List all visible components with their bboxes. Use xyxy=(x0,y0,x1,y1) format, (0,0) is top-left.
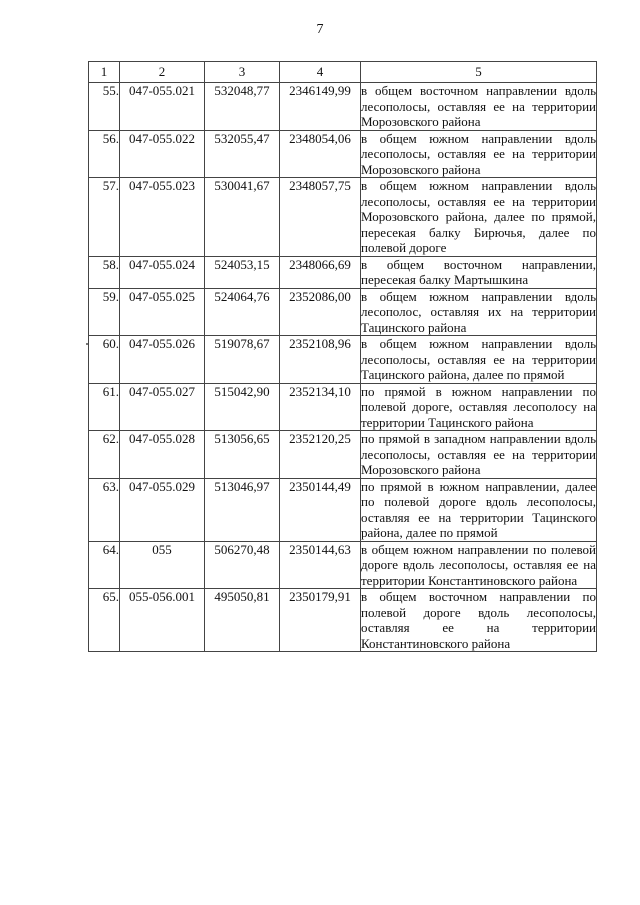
coordinate-x: 524064,76 xyxy=(205,288,280,336)
coordinate-y: 2352134,10 xyxy=(280,383,361,431)
point-code: 047-055.025 xyxy=(120,288,205,336)
boundary-description: в общем восточном направлении по полевой дороге вдоль лесополосы, оставляя ее на территории Константиновского района xyxy=(361,589,596,651)
coordinate-y: 2348057,75 xyxy=(280,178,361,257)
row-number: 61. xyxy=(89,383,120,431)
column-header: 2 xyxy=(120,62,205,83)
coordinate-x: 513046,97 xyxy=(205,478,280,541)
column-header: 1 xyxy=(89,62,120,83)
point-code: 047-055.029 xyxy=(120,478,205,541)
coordinate-y: 2348066,69 xyxy=(280,256,361,288)
table-row xyxy=(89,256,597,288)
coordinate-x: 506270,48 xyxy=(205,541,280,589)
table-row xyxy=(89,478,597,541)
table-header-row xyxy=(89,62,597,83)
point-code: 047-055.028 xyxy=(120,431,205,479)
row-number: 57. xyxy=(89,178,120,257)
boundary-description: в общем восточном направлении вдоль лесополосы, оставляя ее на территории Морозовского района xyxy=(361,83,596,129)
point-code: 047-055.022 xyxy=(120,130,205,178)
point-code: 047-055.026 xyxy=(120,336,205,384)
table-row xyxy=(89,541,597,589)
row-number: 58. xyxy=(89,256,120,288)
table-row xyxy=(89,288,597,336)
boundary-description: в общем восточном направлении, пересекая балку Мартышкина xyxy=(361,256,596,287)
row-number: 56. xyxy=(89,130,120,178)
boundary-table xyxy=(88,61,597,652)
coordinate-x: 515042,90 xyxy=(205,383,280,431)
point-code: 047-055.027 xyxy=(120,383,205,431)
row-number: 65. xyxy=(89,589,120,652)
coordinate-y: 2352108,96 xyxy=(280,336,361,384)
coordinate-x: 532055,47 xyxy=(205,130,280,178)
boundary-description: в общем южном направлении вдоль лесополосы, оставляя ее на территории Тацинского района, далее по прямой xyxy=(361,336,596,382)
column-header: 3 xyxy=(205,62,280,83)
coordinate-x: 519078,67 xyxy=(205,336,280,384)
coordinate-x: 530041,67 xyxy=(205,178,280,257)
point-code: 047-055.021 xyxy=(120,83,205,131)
table-row xyxy=(89,178,597,257)
column-header: 5 xyxy=(361,62,597,83)
column-header: 4 xyxy=(280,62,361,83)
row-number: 62. xyxy=(89,431,120,479)
boundary-description: по прямой в южном направлении, далее по полевой дороге вдоль лесополосы, оставляя ее на территории Тацинского района, далее по прямой xyxy=(361,478,596,540)
coordinate-y: 2350144,49 xyxy=(280,478,361,541)
table-row xyxy=(89,83,597,131)
coordinate-x: 513056,65 xyxy=(205,431,280,479)
row-number: 59. xyxy=(89,288,120,336)
coordinate-y: 2348054,06 xyxy=(280,130,361,178)
coordinate-y: 2346149,99 xyxy=(280,83,361,131)
coordinate-x: 495050,81 xyxy=(205,589,280,652)
point-code: 047-055.023 xyxy=(120,178,205,257)
boundary-description: в общем южном направлении вдоль лесополос, оставляя их на территории Тацинского района xyxy=(361,288,596,335)
table-row xyxy=(89,383,597,431)
table-row xyxy=(89,431,597,479)
coordinate-y: 2350179,91 xyxy=(280,589,361,652)
point-code: 047-055.024 xyxy=(120,256,205,288)
table-row xyxy=(89,589,597,652)
boundary-description: по прямой в западном направлении вдоль лесополосы, оставляя ее на территории Морозовского района xyxy=(361,431,596,477)
row-number: 64. xyxy=(89,541,120,589)
table-row xyxy=(89,336,597,384)
coordinate-x: 524053,15 xyxy=(205,256,280,288)
point-code: 055-056.001 xyxy=(120,589,205,652)
coordinate-y: 2352120,25 xyxy=(280,431,361,479)
point-code: 055 xyxy=(120,541,205,589)
boundary-description: в общем южном направлении вдоль лесополосы, оставляя ее на территории Морозовского района xyxy=(361,130,596,177)
coordinate-y: 2350144,63 xyxy=(280,541,361,589)
boundary-description: по прямой в южном направлении по полевой дороге, оставляя лесополосу на территории Тацинского района xyxy=(361,383,596,430)
boundary-description: в общем южном направлении по полевой дороге вдоль лесополосы, оставляя ее на территории Константиновского района xyxy=(361,541,596,588)
row-number: 55. xyxy=(89,83,120,131)
row-number: 63. xyxy=(89,478,120,541)
table-row xyxy=(89,130,597,178)
boundary-description: в общем южном направлении вдоль лесополосы, оставляя ее на территории Морозовского района, далее по прямой, пересекая балку Бирючья, далее по полевой дороге xyxy=(361,178,596,255)
page-number: 7 xyxy=(316,22,324,37)
coordinate-x: 532048,77 xyxy=(205,83,280,131)
coordinate-y: 2352086,00 xyxy=(280,288,361,336)
row-number: 60. xyxy=(89,336,120,384)
